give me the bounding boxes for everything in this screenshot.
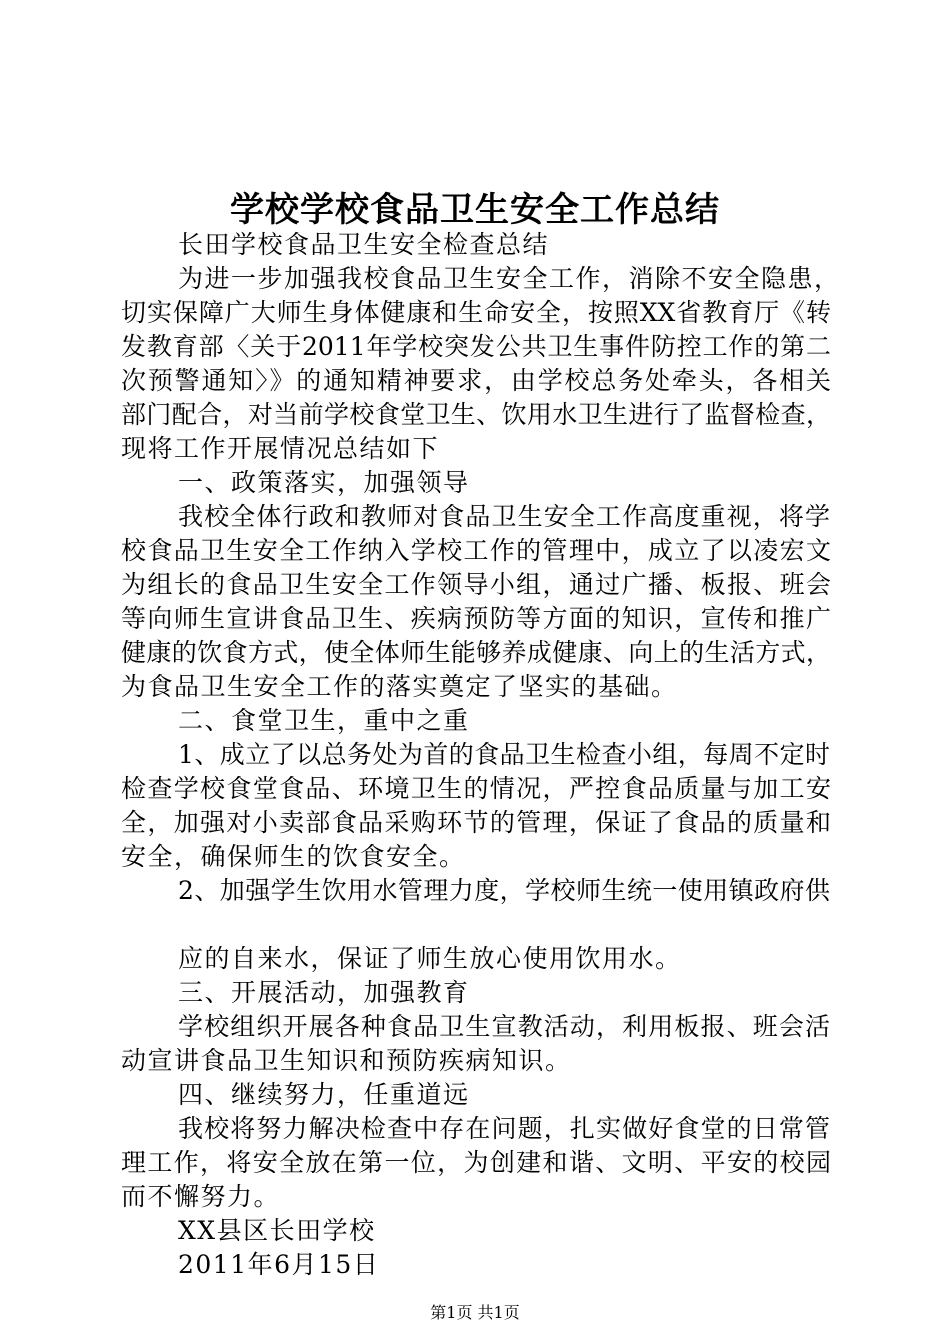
- paragraph-line: 应的自来水，保证了师生放心使用饮用水。: [178, 944, 682, 973]
- paragraph-line: 我校全体行政和教师对食品卫生安全工作高度重视，将学: [178, 502, 830, 531]
- paragraph-line: 而不懈努力。: [121, 1182, 281, 1211]
- paragraph-line: 检查学校食堂食品、环境卫生的情况，严控食品质量与加工安: [121, 774, 831, 803]
- paragraph-line: 为食品卫生安全工作的落实奠定了坚实的基础。: [121, 672, 678, 701]
- page-footer: 第1页 共1页: [430, 1303, 520, 1322]
- paragraph-line: 为进一步加强我校食品卫生安全工作，消除不安全隐患，: [178, 264, 841, 293]
- signature-date: 2011年6月15日: [178, 1250, 380, 1279]
- signature-school: XX县区长田学校: [178, 1216, 376, 1245]
- paragraph-line: 现将工作开展情况总结如下: [121, 434, 440, 463]
- paragraph-line: 安全，确保师生的饮食安全。: [121, 842, 466, 871]
- paragraph-line: 2、加强学生饮用水管理力度，学校师生统一使用镇政府供: [178, 876, 830, 905]
- paragraph-line: 健康的饮食方式，使全体师生能够养成健康、向上的生活方式，: [121, 638, 831, 667]
- paragraph-line: 全，加强对小卖部食品采购环节的管理，保证了食品的质量和: [121, 808, 831, 837]
- paragraph-line: 我校将努力解决检查中存在问题，扎实做好食堂的日常管: [178, 1114, 830, 1143]
- paragraph-line: 1、成立了以总务处为首的食品卫生检查小组，每周不定时: [178, 740, 830, 769]
- paragraph-line: 部门配合，对当前学校食堂卫生、饮用水卫生进行了监督检查，: [121, 400, 831, 429]
- paragraph-line: 动宣讲食品卫生知识和预防疾病知识。: [121, 1046, 572, 1075]
- section-heading: 一、政策落实，加强领导: [178, 468, 470, 497]
- paragraph-line: 发教育部〈关于2011年学校突发公共卫生事件防控工作的第二: [121, 332, 831, 361]
- document-title: 学校学校食品卫生安全工作总结: [230, 190, 720, 230]
- section-heading: 三、开展活动，加强教育: [178, 978, 470, 1007]
- paragraph-line: 为组长的食品卫生安全工作领导小组，通过广播、板报、班会: [121, 570, 831, 599]
- paragraph-line: 校食品卫生安全工作纳入学校工作的管理中，成立了以凌宏文: [121, 536, 831, 565]
- paragraph-line: 切实保障广大师生身体健康和生命安全，按照XX省教育厅《转: [121, 298, 831, 327]
- paragraph-line: 理工作，将安全放在第一位，为创建和谐、文明、平安的校园: [121, 1148, 831, 1177]
- section-heading: 四、继续努力，任重道远: [178, 1080, 470, 1109]
- paragraph-line: 次预警通知〉》的通知精神要求，由学校总务处牵头，各相关: [121, 366, 831, 395]
- section-heading: 二、食堂卫生，重中之重: [178, 706, 470, 735]
- paragraph-line: 等向师生宣讲食品卫生、疾病预防等方面的知识，宣传和推广: [121, 604, 831, 633]
- document-subtitle: 长田学校食品卫生安全检查总结: [178, 230, 550, 259]
- paragraph-line: 学校组织开展各种食品卫生宣教活动，利用板报、班会活: [178, 1012, 830, 1041]
